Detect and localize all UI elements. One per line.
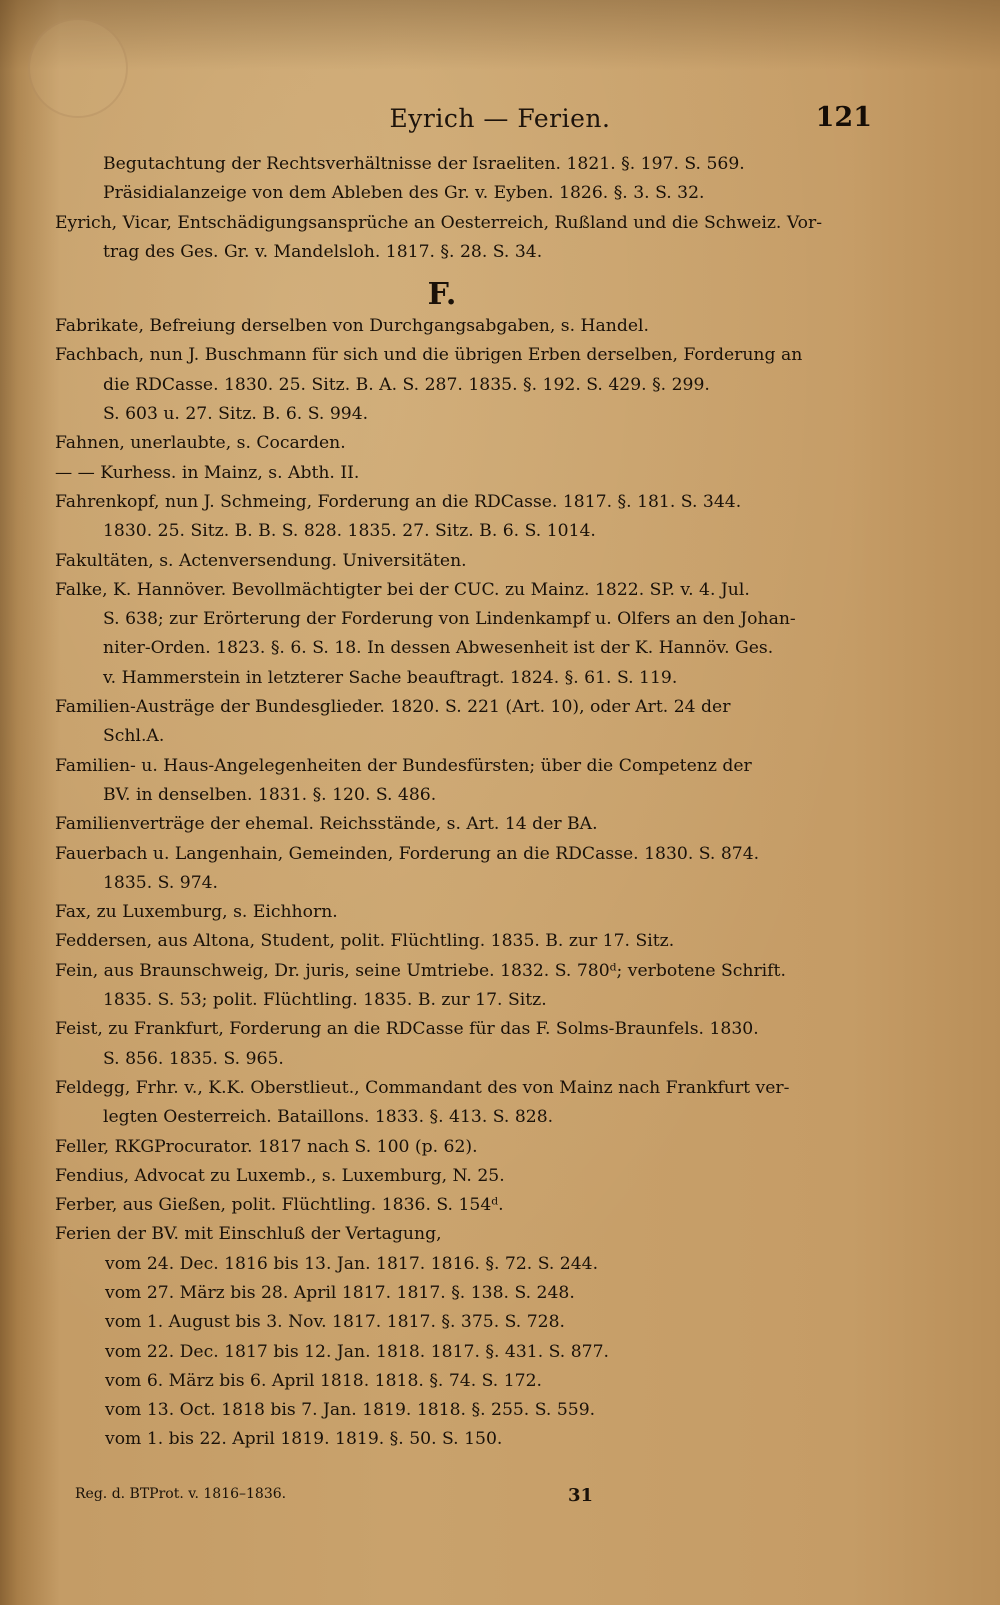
running-header [0, 104, 1000, 140]
index-line: legten Oesterreich. Bataillons. 1833. §. 413. S. 828. [103, 1107, 554, 1128]
index-line: Fauerbach u. Langenhain, Gemeinden, Forderung an die RDCasse. 1830. S. 874. [55, 843, 760, 864]
index-line: S. 856. 1835. S. 965. [103, 1048, 284, 1069]
index-line: Fabrikate, Befreiung derselben von Durchgangsabgaben, s. Handel. [55, 316, 649, 337]
library-stamp [28, 18, 128, 118]
index-line: Schl.A. [103, 726, 165, 747]
index-line: Familien-Austräge der Bundesglieder. 1820. S. 221 (Art. 10), oder Art. 24 der [55, 697, 731, 718]
section-letter: F. [427, 277, 457, 313]
index-line: vom 1. August bis 3. Nov. 1817. 1817. §. 375. S. 728. [105, 1312, 565, 1333]
signature-mark: Reg. d. BTProt. v. 1816–1836. [75, 1486, 287, 1502]
index-line: Präsidialanzeige von dem Ableben des Gr. v. Eyben. 1826. §. 3. S. 32. [103, 183, 705, 204]
index-line: Fahrenkopf, nun J. Schmeing, Forderung an die RDCasse. 1817. §. 181. S. 344. [55, 491, 742, 512]
index-line: Fax, zu Luxemburg, s. Eichhorn. [55, 902, 338, 923]
index-line: Fahnen, unerlaubte, s. Cocarden. [55, 433, 346, 454]
index-line: Ferien der BV. mit Einschluß der Vertagung, [55, 1224, 442, 1245]
index-line: Fachbach, nun J. Buschmann für sich und die übrigen Erben derselben, Forderung an [55, 345, 803, 366]
page-footer [75, 1486, 695, 1510]
index-line: S. 638; zur Erörterung der Forderung von Lindenkampf u. Olfers an den Johan- [103, 609, 796, 630]
index-line: vom 27. März bis 28. April 1817. 1817. §. 138. S. 248. [105, 1282, 575, 1303]
index-line: Fein, aus Braunschweig, Dr. juris, seine Umtriebe. 1832. S. 780ᵈ; verbotene Schrift. [55, 960, 786, 981]
index-line: Falke, K. Hannöver. Bevollmächtigter bei der CUC. zu Mainz. 1822. SP. v. 4. Jul. [55, 579, 750, 600]
index-line: die RDCasse. 1830. 25. Sitz. B. A. S. 287. 1835. §. 192. S. 429. §. 299. [103, 374, 710, 395]
index-line: BV. in denselben. 1831. §. 120. S. 486. [103, 784, 437, 805]
index-line: Familienverträge der ehemal. Reichsstände, s. Art. 14 der BA. [55, 814, 598, 835]
index-line: vom 6. März bis 6. April 1818. 1818. §. 74. S. 172. [105, 1370, 543, 1391]
index-line: 1835. S. 974. [103, 872, 219, 893]
index-line: vom 13. Oct. 1818 bis 7. Jan. 1819. 1818. §. 255. S. 559. [105, 1400, 596, 1421]
index-line: S. 603 u. 27. Sitz. B. 6. S. 994. [103, 404, 369, 425]
index-entries [55, 150, 887, 1455]
index-line: 1835. S. 53; polit. Flüchtling. 1835. B. zur 17. Sitz. [103, 990, 547, 1011]
sheet-number: 31 [568, 1485, 594, 1506]
index-line: Familien- u. Haus-Angelegenheiten der Bundesfürsten; über die Competenz der [55, 755, 752, 776]
index-line: Feller, RKGProcurator. 1817 nach S. 100 (p. 62). [55, 1136, 478, 1157]
index-line: trag des Ges. Gr. v. Mandelsloh. 1817. §. 28. S. 34. [103, 241, 543, 262]
running-title: Eyrich — Ferien. [389, 104, 611, 133]
index-line: vom 24. Dec. 1816 bis 13. Jan. 1817. 1816. §. 72. S. 244. [105, 1253, 599, 1274]
index-line: niter-Orden. 1823. §. 6. S. 18. In dessen Abwesenheit ist der K. Hannöv. Ges. [103, 638, 774, 659]
index-line: Fakultäten, s. Actenversendung. Universitäten. [55, 550, 467, 571]
page-number: 121 [815, 102, 872, 133]
index-line: vom 1. bis 22. April 1819. 1819. §. 50. S. 150. [105, 1429, 503, 1450]
index-line: v. Hammerstein in letzterer Sache beauftragt. 1824. §. 61. S. 119. [103, 667, 678, 688]
index-line: Feldegg, Frhr. v., K.K. Oberstlieut., Commandant des von Mainz nach Frankfurt ver- [55, 1077, 790, 1098]
index-line: Eyrich, Vicar, Entschädigungsansprüche an Oesterreich, Rußland und die Schweiz. Vor- [55, 212, 823, 233]
index-line: 1830. 25. Sitz. B. B. S. 828. 1835. 27. Sitz. B. 6. S. 1014. [103, 521, 596, 542]
index-line: Fendius, Advocat zu Luxemb., s. Luxemburg, N. 25. [55, 1165, 505, 1186]
index-line: Begutachtung der Rechtsverhältnisse der Israeliten. 1821. §. 197. S. 569. [103, 154, 745, 174]
index-line: Ferber, aus Gießen, polit. Flüchtling. 1836. S. 154ᵈ. [55, 1195, 504, 1216]
index-line: Feist, zu Frankfurt, Forderung an die RDCasse für das F. Solms-Braunfels. 1830. [55, 1019, 759, 1040]
index-line: — — Kurhess. in Mainz, s. Abth. II. [55, 462, 360, 483]
index-line: Feddersen, aus Altona, Student, polit. Flüchtling. 1835. B. zur 17. Sitz. [55, 931, 675, 952]
index-line: vom 22. Dec. 1817 bis 12. Jan. 1818. 1817. §. 431. S. 877. [105, 1341, 609, 1362]
